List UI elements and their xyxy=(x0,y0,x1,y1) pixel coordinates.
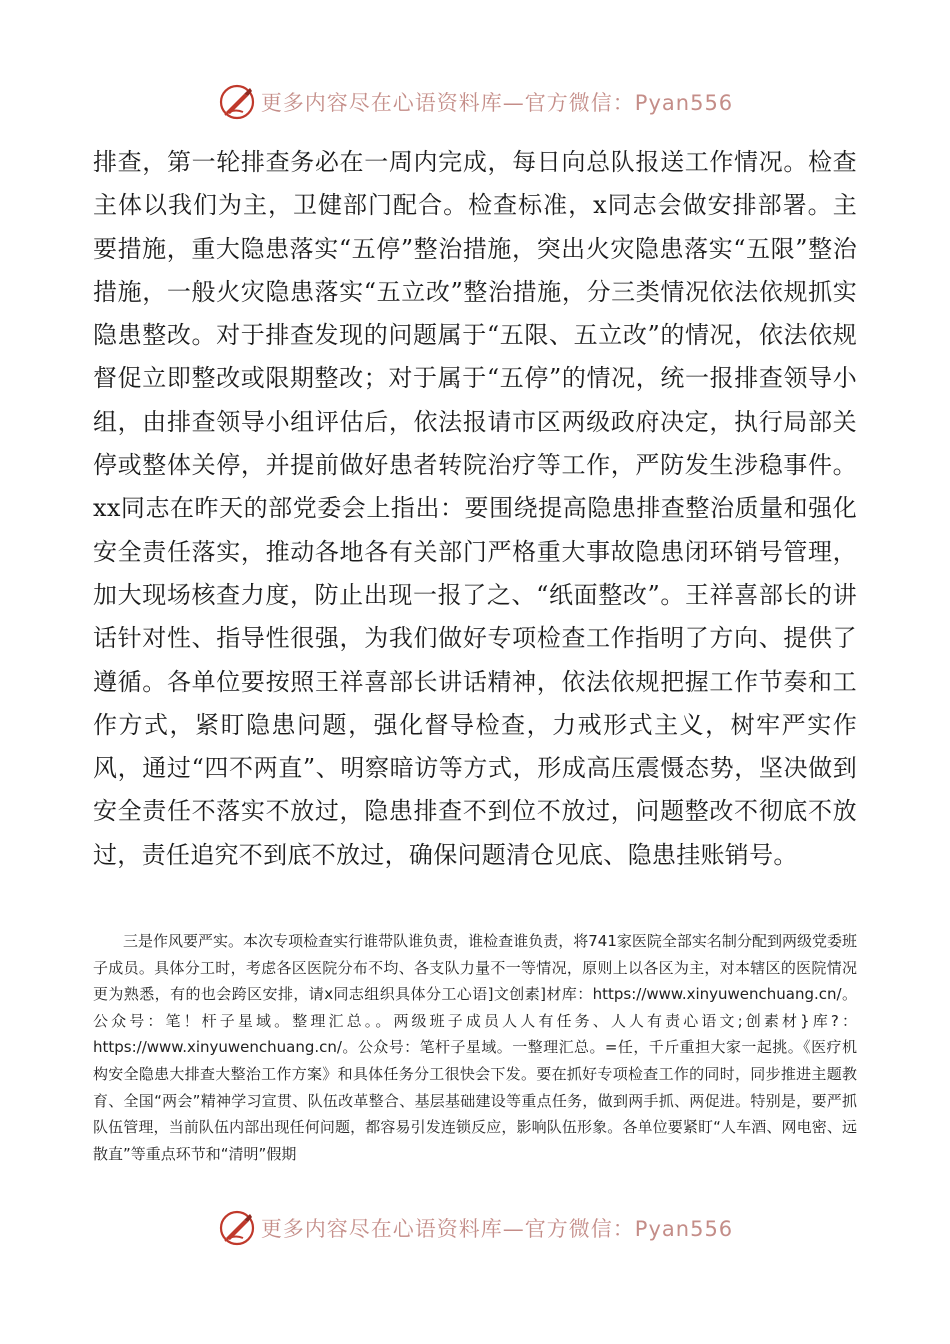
main-paragraph: 排查，第一轮排查务必在一周内完成，每日向总队报送工作情况。检查主体以我们为主，卫健部门配合。检查标准，x同志会做安排部署。主要措施，重大隐患落实“五停”整治措施，突出火灾隐患落实“五限”整治措施，一般火灾隐患落实“五立改”整治措施，分三类情况依法依规抓实隐患整改。对于排查发现的问题属于“五限、五立改”的情况，依法依规督促立即整改或限期整改；对于属于“五停”的情况，统一报排查领导小组，由排查领导小组评估后，依法报请市区两级政府决定，执行局部关停或整体关停，并提前做好患者转院治疗等工作，严防发生涉稳事件。xx同志在昨天的部党委会上指出：要围绕提高隐患排查整治质量和强化安全责任落实，推动各地各有关部门严格重大事故隐患闭环销号管理，加大现场核查力度，防止出现一报了之、“纸面整改”。王祥喜部长的讲话针对性、指导性很强，为我们做好专项检查工作指明了方向、提供了遵循。各单位要按照王祥喜部长讲话精神，依法依规把握工作节奏和工作方式，紧盯隐患问题，强化督导检查，力戒形式主义，树牢严实作风，通过“四不两直”、明察暗访等方式，形成高压震慑态势，坚决做到安全责任不落实不放过，隐患排查不到位不放过，问题整改不彻底不放过，责任追究不到底不放过，确保问题清仓见底、隐患挂账销号。 xyxy=(93,148,857,869)
watermark-text: 更多内容尽在心语资料库—官方微信：Pyan556 xyxy=(260,1217,734,1241)
header-watermark xyxy=(0,80,950,124)
sub-paragraph: 三是作风要严实。本次专项检查实行谁带队谁负责，谁检查谁负责，将741家医院全部实名制分配到两级党委班子成员。具体分工时，考虑各区医院分布不均、各支队力量不一等情况，原则上以各区为主，对本辖区的医院情况更为熟悉，有的也会跨区安排，请x同志组织具体分工心语]文创素]材库：https://www.xinyuwenchuang.cn/。公众号：笔！杆子星域。整理汇总。。两级班子成员人人有任务、人人有责心语文;创素材}库?：https://www.xinyuwenchuang.cn/。公众号：笔杆子星域。一整理汇总。=任，千斤重担大家一起挑。《医疗机构安全隐患大排查大整治工作方案》和具体任务分工很快会下发。要在抓好专项检查工作的同时，同步推进主题教育、全国“两会”精神学习宣贯、队伍改革整合、基层基础建设等重点任务，做到两手抓、两促进。特别是，要严抓队伍管理，当前队伍内部出现任何问题，都容易引发连锁反应，影响队伍形象。各单位要紧盯“人车酒、网电密、远散直”等重点环节和“清明”假期 xyxy=(93,932,857,1163)
pen-logo-icon xyxy=(217,82,257,122)
pen-logo-icon xyxy=(217,1208,257,1248)
watermark-text: 更多内容尽在心语资料库—官方微信：Pyan556 xyxy=(260,91,734,115)
footer-watermark xyxy=(0,1206,950,1250)
